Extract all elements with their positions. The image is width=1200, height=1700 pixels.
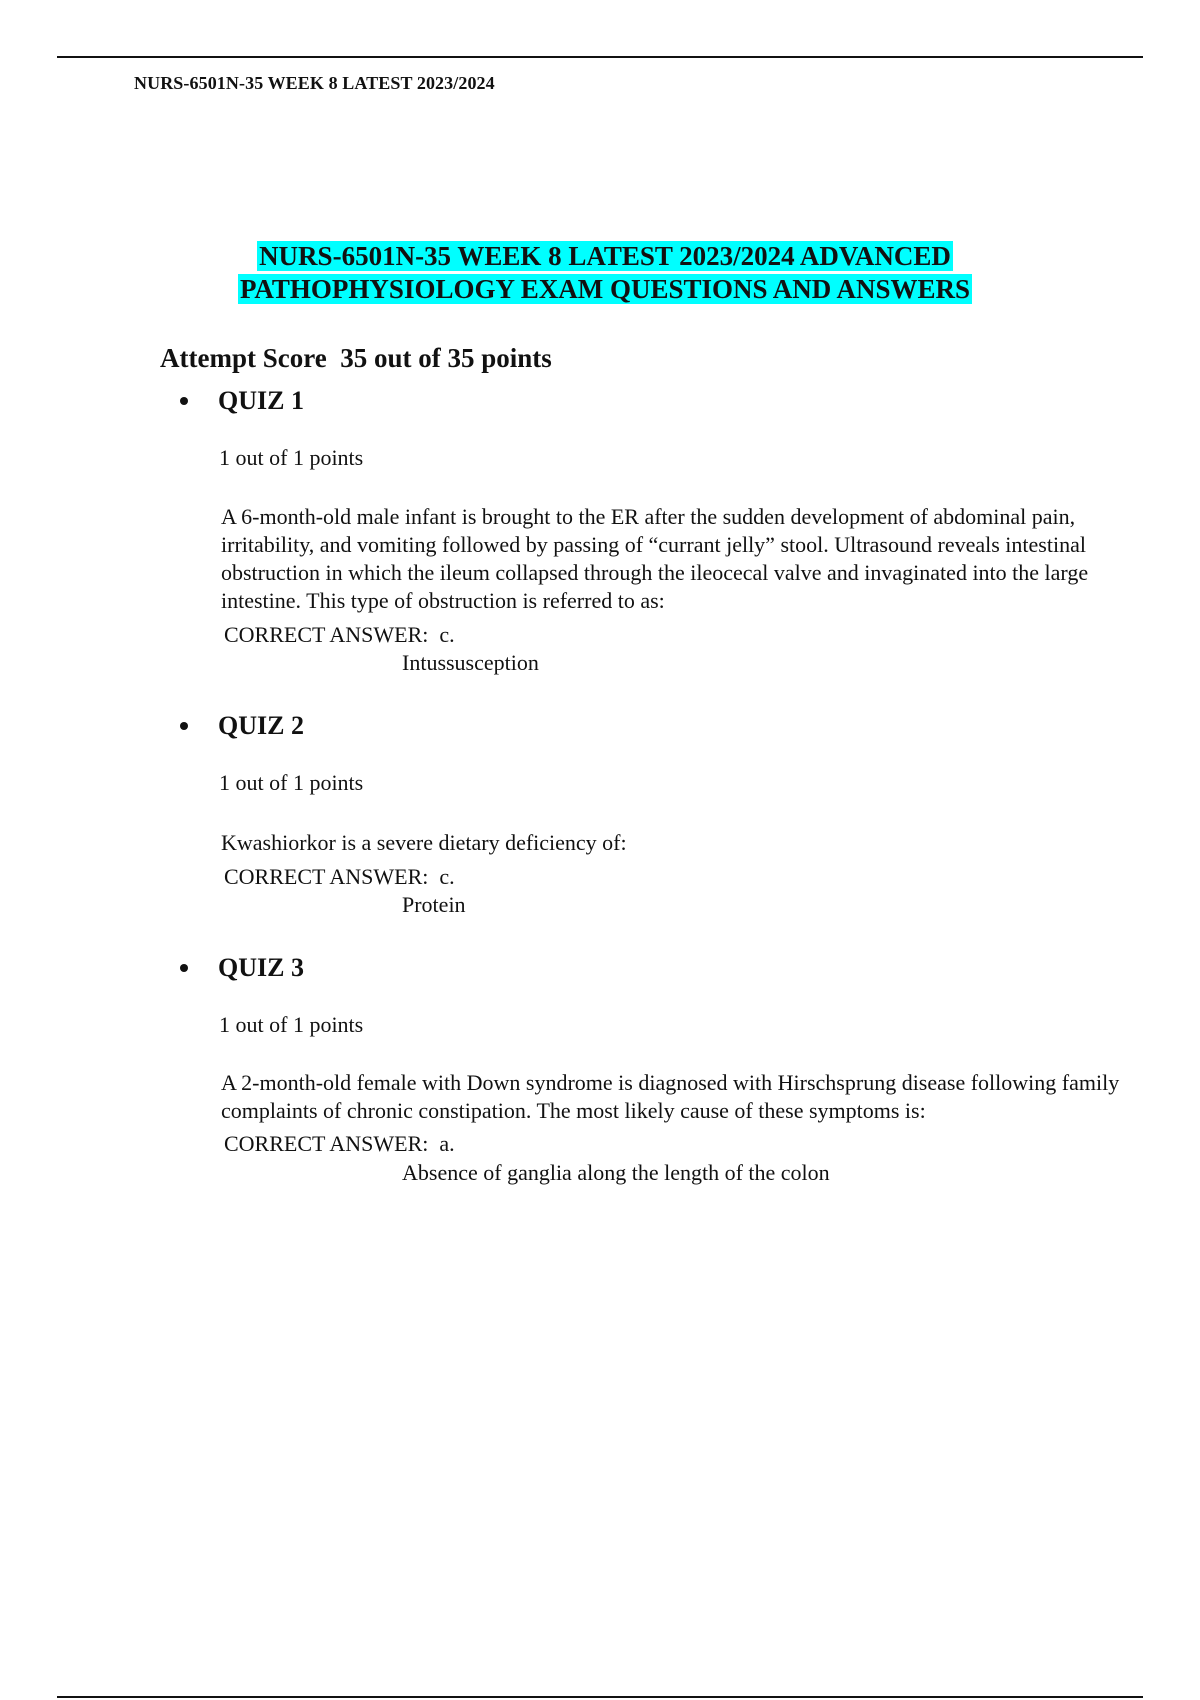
quiz-title: QUIZ 2: [218, 711, 304, 740]
correct-answer-text: Absence of ganglia along the length of the colon: [402, 1160, 830, 1185]
quiz-heading: [180, 386, 304, 416]
quiz-points: 1 out of 1 points: [219, 1012, 364, 1037]
correct-answer-label: CORRECT ANSWER: a.: [224, 1131, 455, 1156]
quiz-title: QUIZ 1: [218, 386, 304, 415]
quiz-question: Kwashiorkor is a severe dietary deficiency of:: [221, 830, 627, 855]
quiz-question: A 2-month-old female with Down syndrome is diagnosed with Hirschsprung disease following family complaints of chronic constipation. The most likely cause of these symptoms is:: [221, 1070, 1120, 1123]
running-header: NURS-6501N-35 WEEK 8 LATEST 2023/2024: [134, 73, 495, 93]
footer-rule: [57, 1696, 1143, 1698]
title-line-1: NURS-6501N-35 WEEK 8 LATEST 2023/2024 ADVANCED: [259, 241, 951, 271]
header-rule: [57, 56, 1143, 58]
quiz-heading: [180, 711, 304, 741]
correct-answer-text: Intussusception: [402, 650, 539, 675]
title-line-2: PATHOPHYSIOLOGY EXAM QUESTIONS AND ANSWERS: [239, 274, 971, 304]
bullet-icon: [180, 397, 188, 405]
quiz-heading: [180, 953, 304, 983]
quiz-question: A 6-month-old male infant is brought to the ER after the sudden development of abdominal pain, irritability, and vomiting followed by passing of “currant jelly” stool. Ultrasound reveals intestinal obstruction in which the ileum collapsed through the ileocecal valve and invaginated into the large intestine. This type of obstruction is referred to as:: [221, 504, 1089, 613]
correct-answer-label: CORRECT ANSWER: c.: [224, 622, 455, 647]
quiz-points: 1 out of 1 points: [219, 770, 364, 795]
bullet-icon: [180, 722, 188, 730]
document-title: [150, 240, 1060, 306]
correct-answer-label: CORRECT ANSWER: c.: [224, 864, 455, 889]
attempt-score: Attempt Score 35 out of 35 points: [160, 343, 552, 373]
bullet-icon: [180, 964, 188, 972]
correct-answer-text: Protein: [402, 892, 466, 917]
quiz-points: 1 out of 1 points: [219, 445, 364, 470]
quiz-title: QUIZ 3: [218, 953, 304, 982]
